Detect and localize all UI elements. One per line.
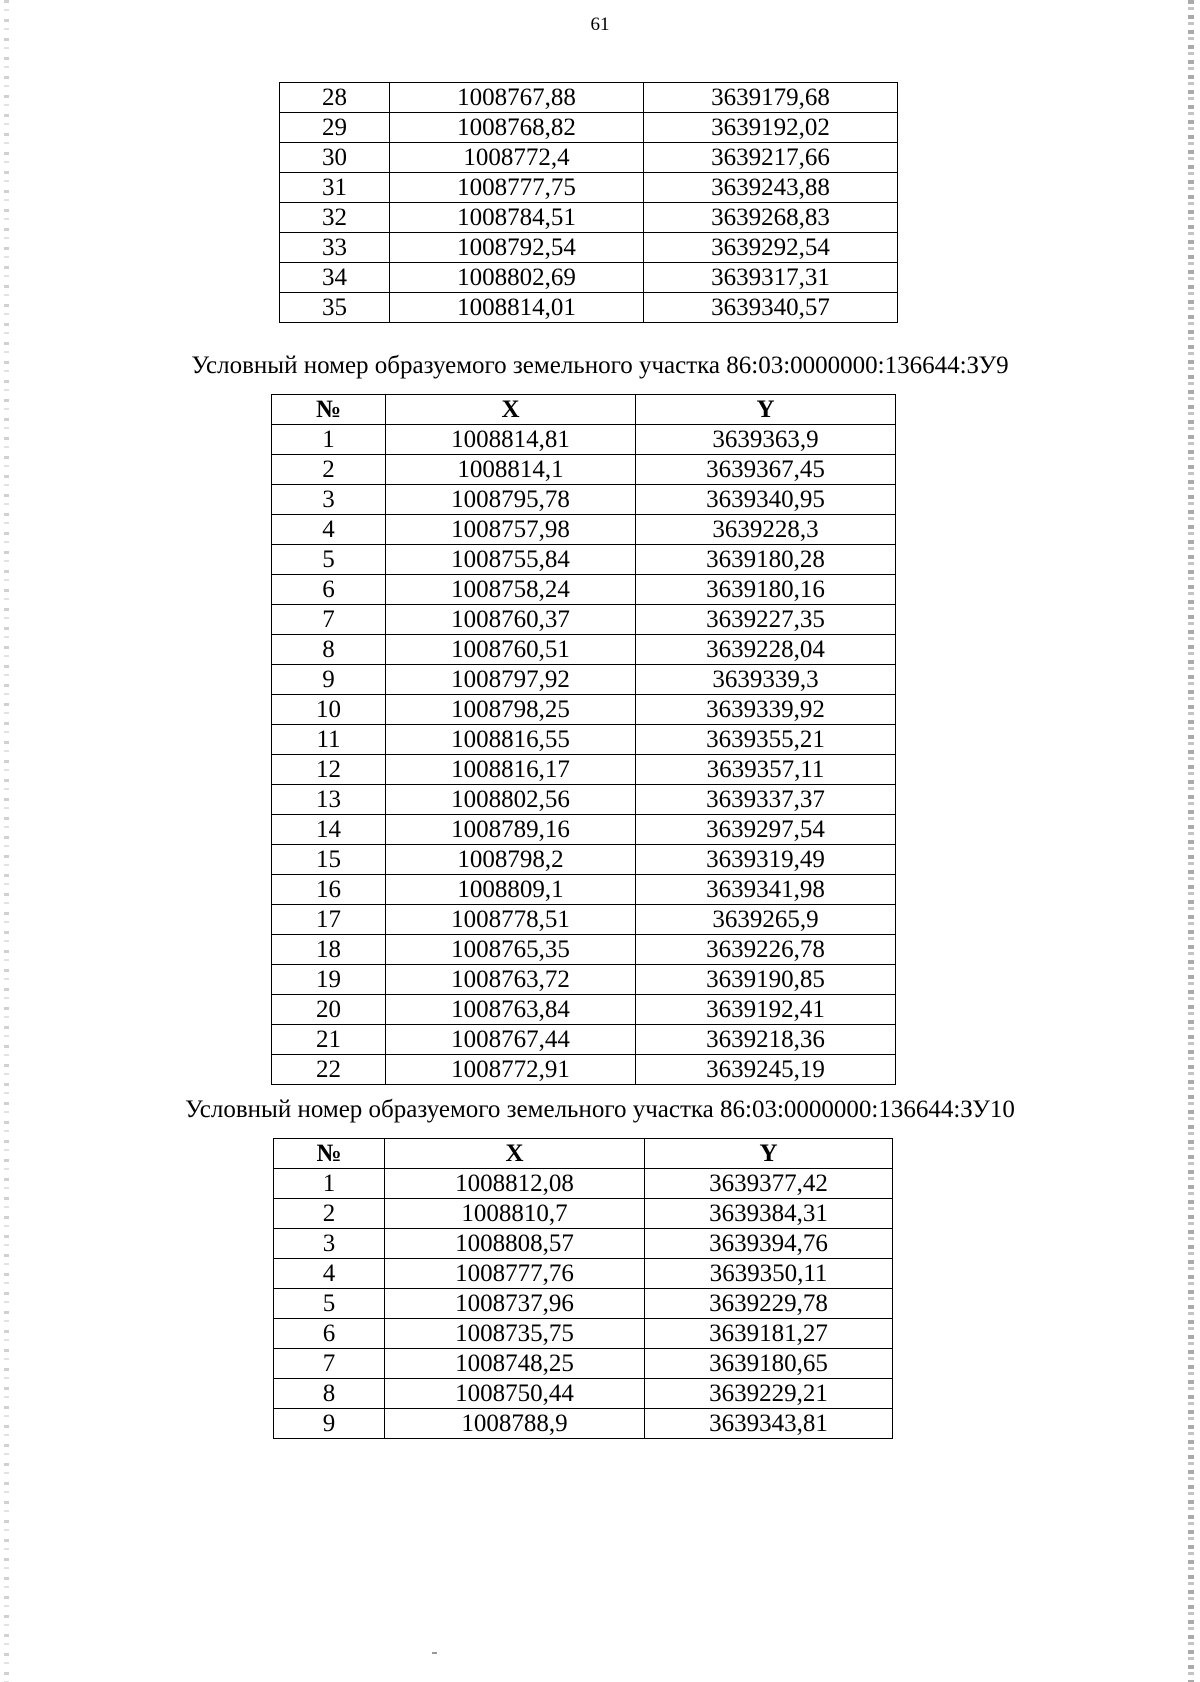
cell-x: 1008772,4 [390,143,644,173]
table-row [274,1229,893,1259]
page-number: 61 [590,14,610,35]
cell-x: 1008763,84 [386,995,636,1025]
cell-y: 3639243,88 [644,173,898,203]
cell-y: 3639339,92 [636,695,896,725]
cell-x: 1008758,24 [386,575,636,605]
cell-x: 1008789,16 [386,815,636,845]
cell-x: 1008767,44 [386,1025,636,1055]
cell-y: 3639355,21 [636,725,896,755]
cell-point-number: 16 [272,875,386,905]
cell-x: 1008777,76 [385,1259,645,1289]
cell-point-number: 9 [274,1409,385,1439]
cell-point-number: 28 [280,83,390,113]
cell-x: 1008748,25 [385,1349,645,1379]
cell-point-number: 29 [280,113,390,143]
table-row [272,965,896,995]
cell-point-number: 32 [280,203,390,233]
table-row [272,755,896,785]
cell-y: 3639218,36 [636,1025,896,1055]
cell-x: 1008777,75 [390,173,644,203]
table-row [272,935,896,965]
cell-y: 3639317,31 [644,263,898,293]
cell-point-number: 2 [272,455,386,485]
cell-x: 1008809,1 [386,875,636,905]
cell-x: 1008816,17 [386,755,636,785]
cell-y: 3639339,3 [636,665,896,695]
cell-y: 3639181,27 [645,1319,893,1349]
cell-point-number: 17 [272,905,386,935]
coordinates-table-zu9 [271,394,896,1085]
cell-y: 3639350,11 [645,1259,893,1289]
cell-point-number: 6 [272,575,386,605]
table-row [280,143,898,173]
cell-y: 3639377,42 [645,1169,893,1199]
column-header-number: № [274,1139,385,1169]
table-row [272,1055,896,1085]
cell-x: 1008784,51 [390,203,644,233]
cell-x: 1008768,82 [390,113,644,143]
cell-y: 3639229,78 [645,1289,893,1319]
cell-x: 1008814,01 [390,293,644,323]
coordinates-table-zu10 [273,1138,893,1439]
cell-y: 3639394,76 [645,1229,893,1259]
table-row [280,203,898,233]
table-row [272,455,896,485]
table-row [272,1025,896,1055]
cell-point-number: 2 [274,1199,385,1229]
cell-point-number: 3 [274,1229,385,1259]
cell-x: 1008797,92 [386,665,636,695]
cell-y: 3639190,85 [636,965,896,995]
table-row [272,875,896,905]
cell-point-number: 15 [272,845,386,875]
cell-y: 3639292,54 [644,233,898,263]
cell-point-number: 6 [274,1319,385,1349]
cell-x: 1008788,9 [385,1409,645,1439]
cell-point-number: 19 [272,965,386,995]
table-row [274,1319,893,1349]
table-row [272,515,896,545]
cell-y: 3639229,21 [645,1379,893,1409]
table-row [272,845,896,875]
cell-x: 1008737,96 [385,1289,645,1319]
table-row [272,725,896,755]
cell-point-number: 22 [272,1055,386,1085]
cell-point-number: 20 [272,995,386,1025]
table-row [272,425,896,455]
cell-point-number: 1 [274,1169,385,1199]
cell-x: 1008760,51 [386,635,636,665]
cell-point-number: 18 [272,935,386,965]
cell-y: 3639192,02 [644,113,898,143]
cell-point-number: 30 [280,143,390,173]
table-row [274,1199,893,1229]
cell-y: 3639217,66 [644,143,898,173]
column-header-y: Y [636,395,896,425]
cell-y: 3639226,78 [636,935,896,965]
column-header-y: Y [645,1139,893,1169]
table-row [272,695,896,725]
cell-point-number: 12 [272,755,386,785]
cell-x: 1008802,69 [390,263,644,293]
cell-x: 1008798,25 [386,695,636,725]
cell-x: 1008760,37 [386,605,636,635]
cell-x: 1008735,75 [385,1319,645,1349]
cell-point-number: 7 [274,1349,385,1379]
table-header-row [272,395,896,425]
table-row [280,113,898,143]
table-row [274,1349,893,1379]
cell-point-number: 8 [274,1379,385,1409]
cell-x: 1008814,1 [386,455,636,485]
parcel-heading-zu9: Условный номер образуемого земельного участка 86:03:0000000:136644:ЗУ9 [191,352,1009,379]
table-row [274,1289,893,1319]
cell-point-number: 4 [272,515,386,545]
cell-point-number: 5 [274,1289,385,1319]
cell-y: 3639180,65 [645,1349,893,1379]
cell-point-number: 9 [272,665,386,695]
column-header-number: № [272,395,386,425]
cell-y: 3639180,28 [636,545,896,575]
cell-x: 1008755,84 [386,545,636,575]
cell-x: 1008792,54 [390,233,644,263]
table-row [274,1259,893,1289]
cell-y: 3639268,83 [644,203,898,233]
cell-x: 1008763,72 [386,965,636,995]
cell-x: 1008795,78 [386,485,636,515]
table-row [280,83,898,113]
cell-point-number: 10 [272,695,386,725]
cell-point-number: 4 [274,1259,385,1289]
cell-y: 3639265,9 [636,905,896,935]
cell-point-number: 1 [272,425,386,455]
table-row [272,485,896,515]
table-row [274,1379,893,1409]
table-row [274,1169,893,1199]
cell-y: 3639340,57 [644,293,898,323]
cell-point-number: 7 [272,605,386,635]
parcel-heading-zu10: Условный номер образуемого земельного участка 86:03:0000000:136644:ЗУ10 [185,1096,1015,1123]
cell-y: 3639343,81 [645,1409,893,1439]
table-row [280,173,898,203]
cell-point-number: 3 [272,485,386,515]
cell-y: 3639180,16 [636,575,896,605]
cell-x: 1008778,51 [386,905,636,935]
cell-y: 3639341,98 [636,875,896,905]
cell-y: 3639337,37 [636,785,896,815]
cell-y: 3639340,95 [636,485,896,515]
column-header-x: X [386,395,636,425]
table-row [272,995,896,1025]
cell-x: 1008812,08 [385,1169,645,1199]
cell-x: 1008802,56 [386,785,636,815]
table-row [272,665,896,695]
cell-y: 3639228,3 [636,515,896,545]
cell-point-number: 34 [280,263,390,293]
coordinates-table-continued [279,82,898,323]
cell-point-number: 21 [272,1025,386,1055]
table-row [280,293,898,323]
table-row [280,263,898,293]
table-row [272,545,896,575]
cell-point-number: 5 [272,545,386,575]
table-row [272,815,896,845]
table-row [280,233,898,263]
table-row [272,605,896,635]
cell-x: 1008810,7 [385,1199,645,1229]
cell-y: 3639357,11 [636,755,896,785]
table-row [272,785,896,815]
table-row [272,905,896,935]
cell-y: 3639367,45 [636,455,896,485]
column-header-x: X [385,1139,645,1169]
cell-point-number: 33 [280,233,390,263]
scan-edge-right [1188,0,1194,1682]
cell-point-number: 8 [272,635,386,665]
cell-x: 1008757,98 [386,515,636,545]
cell-y: 3639192,41 [636,995,896,1025]
cell-y: 3639363,9 [636,425,896,455]
table-row [272,575,896,605]
cell-x: 1008816,55 [386,725,636,755]
cell-point-number: 14 [272,815,386,845]
scan-edge-left [4,0,9,1682]
cell-point-number: 13 [272,785,386,815]
table-row [272,635,896,665]
cell-x: 1008814,81 [386,425,636,455]
cell-y: 3639245,19 [636,1055,896,1085]
cell-x: 1008767,88 [390,83,644,113]
cell-x: 1008750,44 [385,1379,645,1409]
cell-x: 1008798,2 [386,845,636,875]
cell-y: 3639297,54 [636,815,896,845]
cell-point-number: 35 [280,293,390,323]
cell-x: 1008765,35 [386,935,636,965]
cell-y: 3639179,68 [644,83,898,113]
cell-y: 3639228,04 [636,635,896,665]
cell-point-number: 11 [272,725,386,755]
cell-y: 3639227,35 [636,605,896,635]
cell-y: 3639384,31 [645,1199,893,1229]
scan-speck [432,1652,437,1654]
cell-x: 1008808,57 [385,1229,645,1259]
cell-y: 3639319,49 [636,845,896,875]
cell-x: 1008772,91 [386,1055,636,1085]
table-row [274,1409,893,1439]
cell-point-number: 31 [280,173,390,203]
table-header-row [274,1139,893,1169]
